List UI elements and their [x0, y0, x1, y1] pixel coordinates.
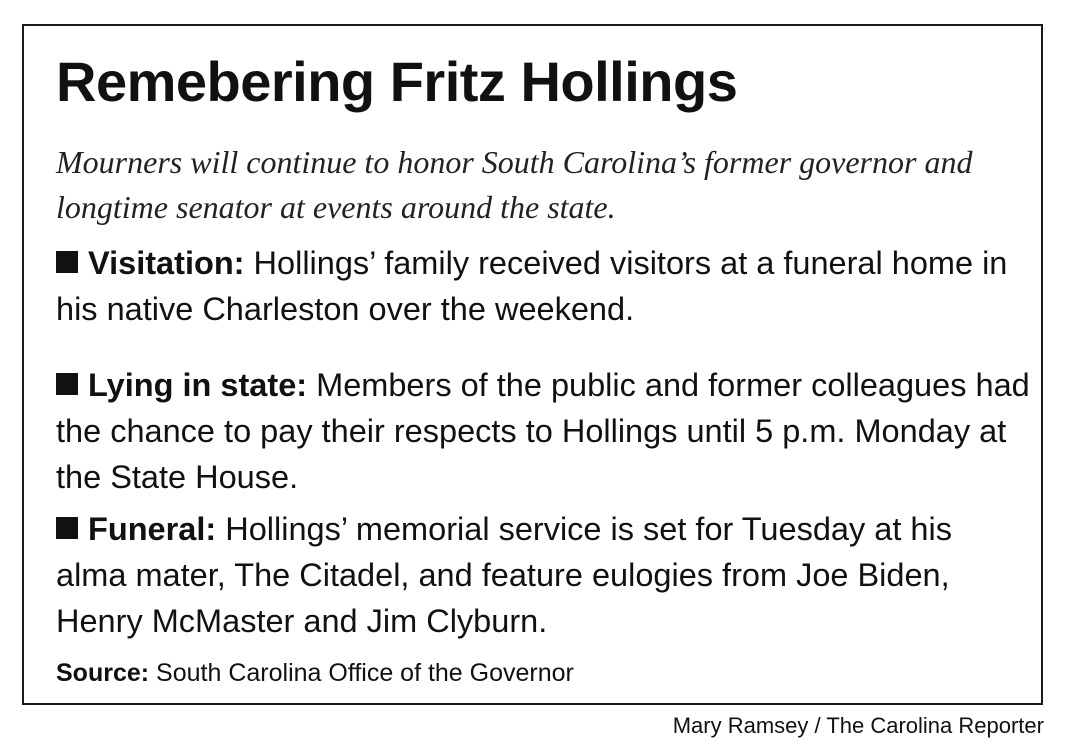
- info-box: [22, 24, 1043, 705]
- event-label: Visitation:: [88, 245, 245, 281]
- square-bullet-icon: [56, 251, 78, 273]
- event-lying-in-state: [56, 362, 1031, 500]
- square-bullet-icon: [56, 517, 78, 539]
- event-text: Hollings’ family received visitors at a funeral home in his native Charleston over the weekend.: [56, 245, 1008, 327]
- event-label: Lying in state:: [88, 367, 308, 403]
- credit-line: Mary Ramsey / The Carolina Reporter: [672, 713, 1044, 738]
- source-label: Source:: [56, 659, 150, 687]
- source-text: South Carolina Office of the Governor: [156, 659, 574, 687]
- event-text: Members of the public and former colleagues had the chance to pay their respects to Hollings until 5 p.m. Monday at the State House.: [56, 367, 1030, 495]
- event-funeral: [56, 506, 1031, 644]
- page-title: Remebering Fritz Hollings: [56, 50, 738, 113]
- event-label: Funeral:: [88, 511, 217, 547]
- event-visitation: [56, 240, 1031, 332]
- subtitle: Mourners will continue to honor South Carolina’s former governor and longtime senator at events around the state.: [56, 144, 973, 225]
- square-bullet-icon: [56, 373, 78, 395]
- source-line: [56, 658, 574, 688]
- event-text: Hollings’ memorial service is set for Tuesday at his alma mater, The Citadel, and feature eulogies from Joe Biden, Henry McMaster and Jim Clyburn.: [56, 511, 952, 639]
